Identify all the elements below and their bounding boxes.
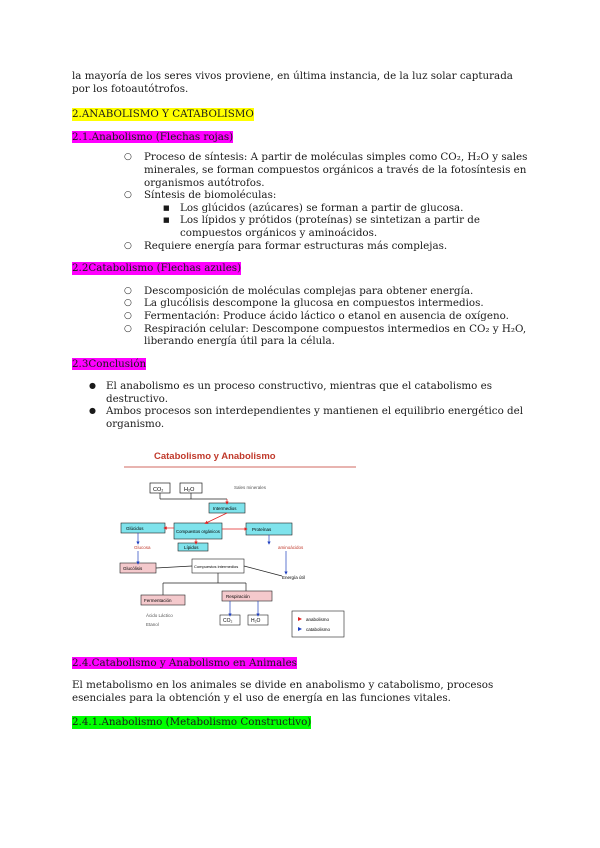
section-heading-conclusion: 2.3Conclusión <box>72 357 147 370</box>
anabolismo-list <box>72 151 532 252</box>
list-item: ○ Fermentación: Produce ácido láctico o etanol en ausencia de oxígeno. <box>144 310 532 323</box>
legend-box <box>292 611 344 637</box>
list-item: ○ La glucólisis descompone la glucosa en compuestos intermedios. <box>144 297 532 310</box>
h2o-out-label: H₂O <box>251 617 261 624</box>
list-item <box>144 189 532 239</box>
proteinas-label: Proteínas <box>252 526 272 532</box>
biomoleculas-sublist <box>144 202 532 240</box>
sublist-item: ■ Los lípidos y prótidos (proteínas) se sintetizan a partir de compuestos orgánicos y aminoácidos. <box>180 214 532 239</box>
list-item: ○ Descomposición de moléculas complejas para obtener energía. <box>144 285 532 298</box>
intermedios2-label: Compuestos intermedios <box>194 563 239 569</box>
respiracion-label: Respiración <box>226 593 250 599</box>
legend-catabolismo: catabolismo <box>306 626 331 632</box>
anabolic-arrow <box>206 513 227 523</box>
conclusion-list <box>72 380 532 430</box>
section-heading-anabolismo: 2.1.Anabolismo (Flechas rojas) <box>72 130 234 143</box>
section-heading-animales: 2.4.Catabolismo y Anabolismo en Animales <box>72 656 297 669</box>
co2-label: CO₂ <box>153 486 164 493</box>
etanol-label: Etanol <box>146 621 159 627</box>
intermedios-label: Intermedios <box>213 505 237 511</box>
list-item-text: Síntesis de biomoléculas: <box>144 189 277 202</box>
sales-label: Sales minerales <box>234 484 267 490</box>
connector-line <box>156 566 192 568</box>
aminoacidos-label: aminoácidos <box>278 544 304 550</box>
metabolism-diagram-svg <box>96 443 392 643</box>
glucolisis-label: Glucólisis <box>123 565 143 571</box>
document-page <box>72 70 532 729</box>
energia-label: Energía útil <box>282 574 305 580</box>
connector-line <box>244 566 282 576</box>
lipidos-label: Lípidos <box>184 544 199 550</box>
glucidos-label: Glúcidos <box>126 525 144 531</box>
acido-label: Ácido Láctico <box>146 612 173 618</box>
compuestos-label: Compuestos orgánicos <box>176 528 220 534</box>
section-heading-anabolismo-animales: 2.4.1.Anabolismo (Metabolismo Constructivo) <box>72 716 312 729</box>
animales-paragraph: El metabolismo en los animales se divide en anabolismo y catabolismo, procesos esenciales para la obtención y el uso de energía en las funciones vitales. <box>72 679 494 704</box>
section-heading-catabolismo: 2.2Catabolismo (Flechas azules) <box>72 262 242 275</box>
diagram-title: Catabolismo y Anabolismo <box>154 450 276 462</box>
h2o-label: H₂O <box>184 486 195 493</box>
sublist-item: ■ Los glúcidos (azúcares) se forman a partir de glucosa. <box>180 202 532 215</box>
glucosa-label: Glucosa <box>134 544 151 550</box>
intro-paragraph: la mayoría de los seres vivos proviene, en última instancia, de la luz solar capturada por los fotoautótrofos. <box>72 70 513 95</box>
list-item: ○ Proceso de síntesis: A partir de moléculas simples como CO₂, H₂O y sales minerales, se forman compuestos orgánicos a través de la fotosíntesis en organismos autótrofos. <box>144 151 532 189</box>
list-item: ○ Respiración celular: Descompone compuestos intermedios en CO₂ y H₂O, liberando energía útil para la célula. <box>144 323 532 348</box>
list-item: ● Ambos procesos son interdependientes y mantienen el equilibrio energético del organismo. <box>106 405 532 430</box>
legend-anabolismo: anabolismo <box>306 616 330 622</box>
section-heading-anabolismo-catabolismo: 2.ANABOLISMO Y CATABOLISMO <box>72 108 254 121</box>
fermentacion-label: Fermentación <box>144 597 172 603</box>
catabolismo-list <box>72 285 532 348</box>
co2-out-label: CO₂ <box>223 617 233 624</box>
list-item: ● El anabolismo es un proceso constructivo, mientras que el catabolismo es destructivo. <box>106 380 532 405</box>
list-item: ○ Requiere energía para formar estructuras más complejas. <box>144 240 532 253</box>
metabolism-diagram <box>96 443 392 643</box>
